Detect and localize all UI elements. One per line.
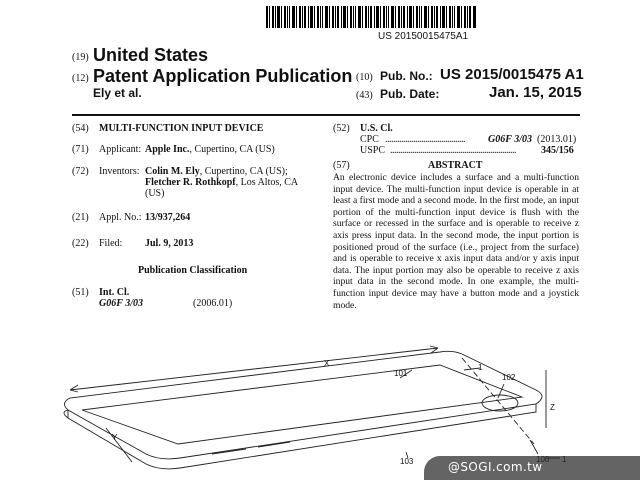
country-heading: United States <box>93 45 209 65</box>
inid-code-51: (51) <box>72 287 89 298</box>
applicant-name: Apple Inc. <box>145 144 190 155</box>
abstract-text: An electronic device includes a surface and a multi-function input device. The multi-function input device is operable in at least a first mode and a second mode. In the first mode, an input portion of the multi-function input device is flush with the surface or recessed in the surface and is operable to receive z axis press input data. In the second mode, the input portion is positioned proud of the surface (i.e., project from the surface) and is operable to receive x axis input data and/or y axis input data. The input portion may also be operable to receive z axis input data in the second mode. In one example, the multi-function input device may have a button mode and a joystick mode. <box>333 172 579 311</box>
filed-label: Filed: <box>99 238 123 249</box>
inid-code-21: (21) <box>72 212 89 223</box>
document-type-heading: Patent Application Publication <box>93 66 353 86</box>
pub-date-label: Pub. Date: <box>380 87 440 101</box>
inid-code-22: (22) <box>72 238 89 249</box>
us-cl-label: U.S. Cl. <box>360 123 393 134</box>
inventor-1-name: Colin M. Ely <box>145 166 200 177</box>
applicant-label: Applicant: <box>99 144 142 155</box>
y-axis-label: Y <box>112 433 118 442</box>
watermark-badge <box>424 456 640 480</box>
uspc-label: USPC <box>360 145 386 156</box>
header-divider <box>72 114 580 116</box>
leader-100 <box>530 440 538 454</box>
device-side-button-1 <box>212 449 246 454</box>
int-cl-label: Int. Cl. <box>99 287 130 298</box>
inid-code-10: (10) <box>356 72 373 83</box>
leader-102 <box>498 384 504 398</box>
appl-no-value: 13/937,264 <box>145 212 191 223</box>
cpc-year: (2013.01) <box>537 134 577 145</box>
x-dimension-line <box>70 348 438 390</box>
inventors-label: Inventors: <box>99 166 140 177</box>
inventor-2-country: (US) <box>145 188 165 199</box>
inid-code-12: (12) <box>72 73 89 84</box>
pub-no-value: US 2015/0015475 A1 <box>440 66 584 83</box>
pub-no-label: Pub. No.: <box>380 69 433 83</box>
device-edge-line <box>64 410 68 418</box>
abstract-heading: ABSTRACT <box>428 160 483 171</box>
inventor-line-1 <box>145 166 288 177</box>
uspc-leader-dots: ............................................................... <box>390 145 516 156</box>
inventor-line-2 <box>145 177 298 188</box>
barcode-number: US 20150015475A1 <box>378 31 469 42</box>
inid-code-57: (57) <box>333 160 350 171</box>
inventor-2-location: , Los Altos, CA <box>235 177 299 188</box>
x-axis-label: X <box>324 359 330 368</box>
inid-code-19: (19) <box>72 52 89 63</box>
ref-103: 103 <box>400 457 414 466</box>
ref-102: 102 <box>502 373 516 382</box>
inid-code-52: (52) <box>333 123 350 134</box>
inid-code-43: (43) <box>356 90 373 101</box>
inid-code-72: (72) <box>72 166 89 177</box>
watermark-text: @SOGI.com.tw <box>448 460 543 474</box>
int-cl-class: G06F 3/03 <box>99 298 143 309</box>
int-cl-year: (2006.01) <box>193 298 233 309</box>
device-screen-outline <box>82 365 522 444</box>
inid-code-71: (71) <box>72 144 89 155</box>
cpc-label: CPC <box>360 134 379 145</box>
inventor-2-name: Fletcher R. Rothkopf <box>145 177 236 188</box>
filed-date: Jul. 9, 2013 <box>145 238 194 249</box>
cpc-leader-dots: ........................................ <box>385 134 465 145</box>
z-axis-label: Z <box>550 403 555 412</box>
inid-code-54: (54) <box>72 123 89 134</box>
x-arrow-left <box>70 385 78 392</box>
pub-date-value: Jan. 15, 2015 <box>489 84 582 101</box>
cpc-class: G06F 3/03 <box>488 134 532 145</box>
section-ref-top: 1 <box>478 363 483 372</box>
ref-101: 101 <box>394 369 408 378</box>
invention-title: MULTI-FUNCTION INPUT DEVICE <box>99 123 264 134</box>
appl-no-label: Appl. No.: <box>99 212 142 223</box>
barcode <box>266 6 476 28</box>
uspc-value: 345/156 <box>541 145 574 156</box>
section-line-1 <box>462 358 534 444</box>
inventor-1-location: , Cupertino, CA (US); <box>199 166 288 177</box>
publication-classification-heading: Publication Classification <box>138 265 248 276</box>
applicant-line <box>145 144 275 155</box>
y-dimension-line <box>106 428 132 462</box>
device-side-button-2 <box>258 442 290 447</box>
authors: Ely et al. <box>93 86 142 100</box>
applicant-location: , Cupertino, CA (US) <box>189 144 275 155</box>
